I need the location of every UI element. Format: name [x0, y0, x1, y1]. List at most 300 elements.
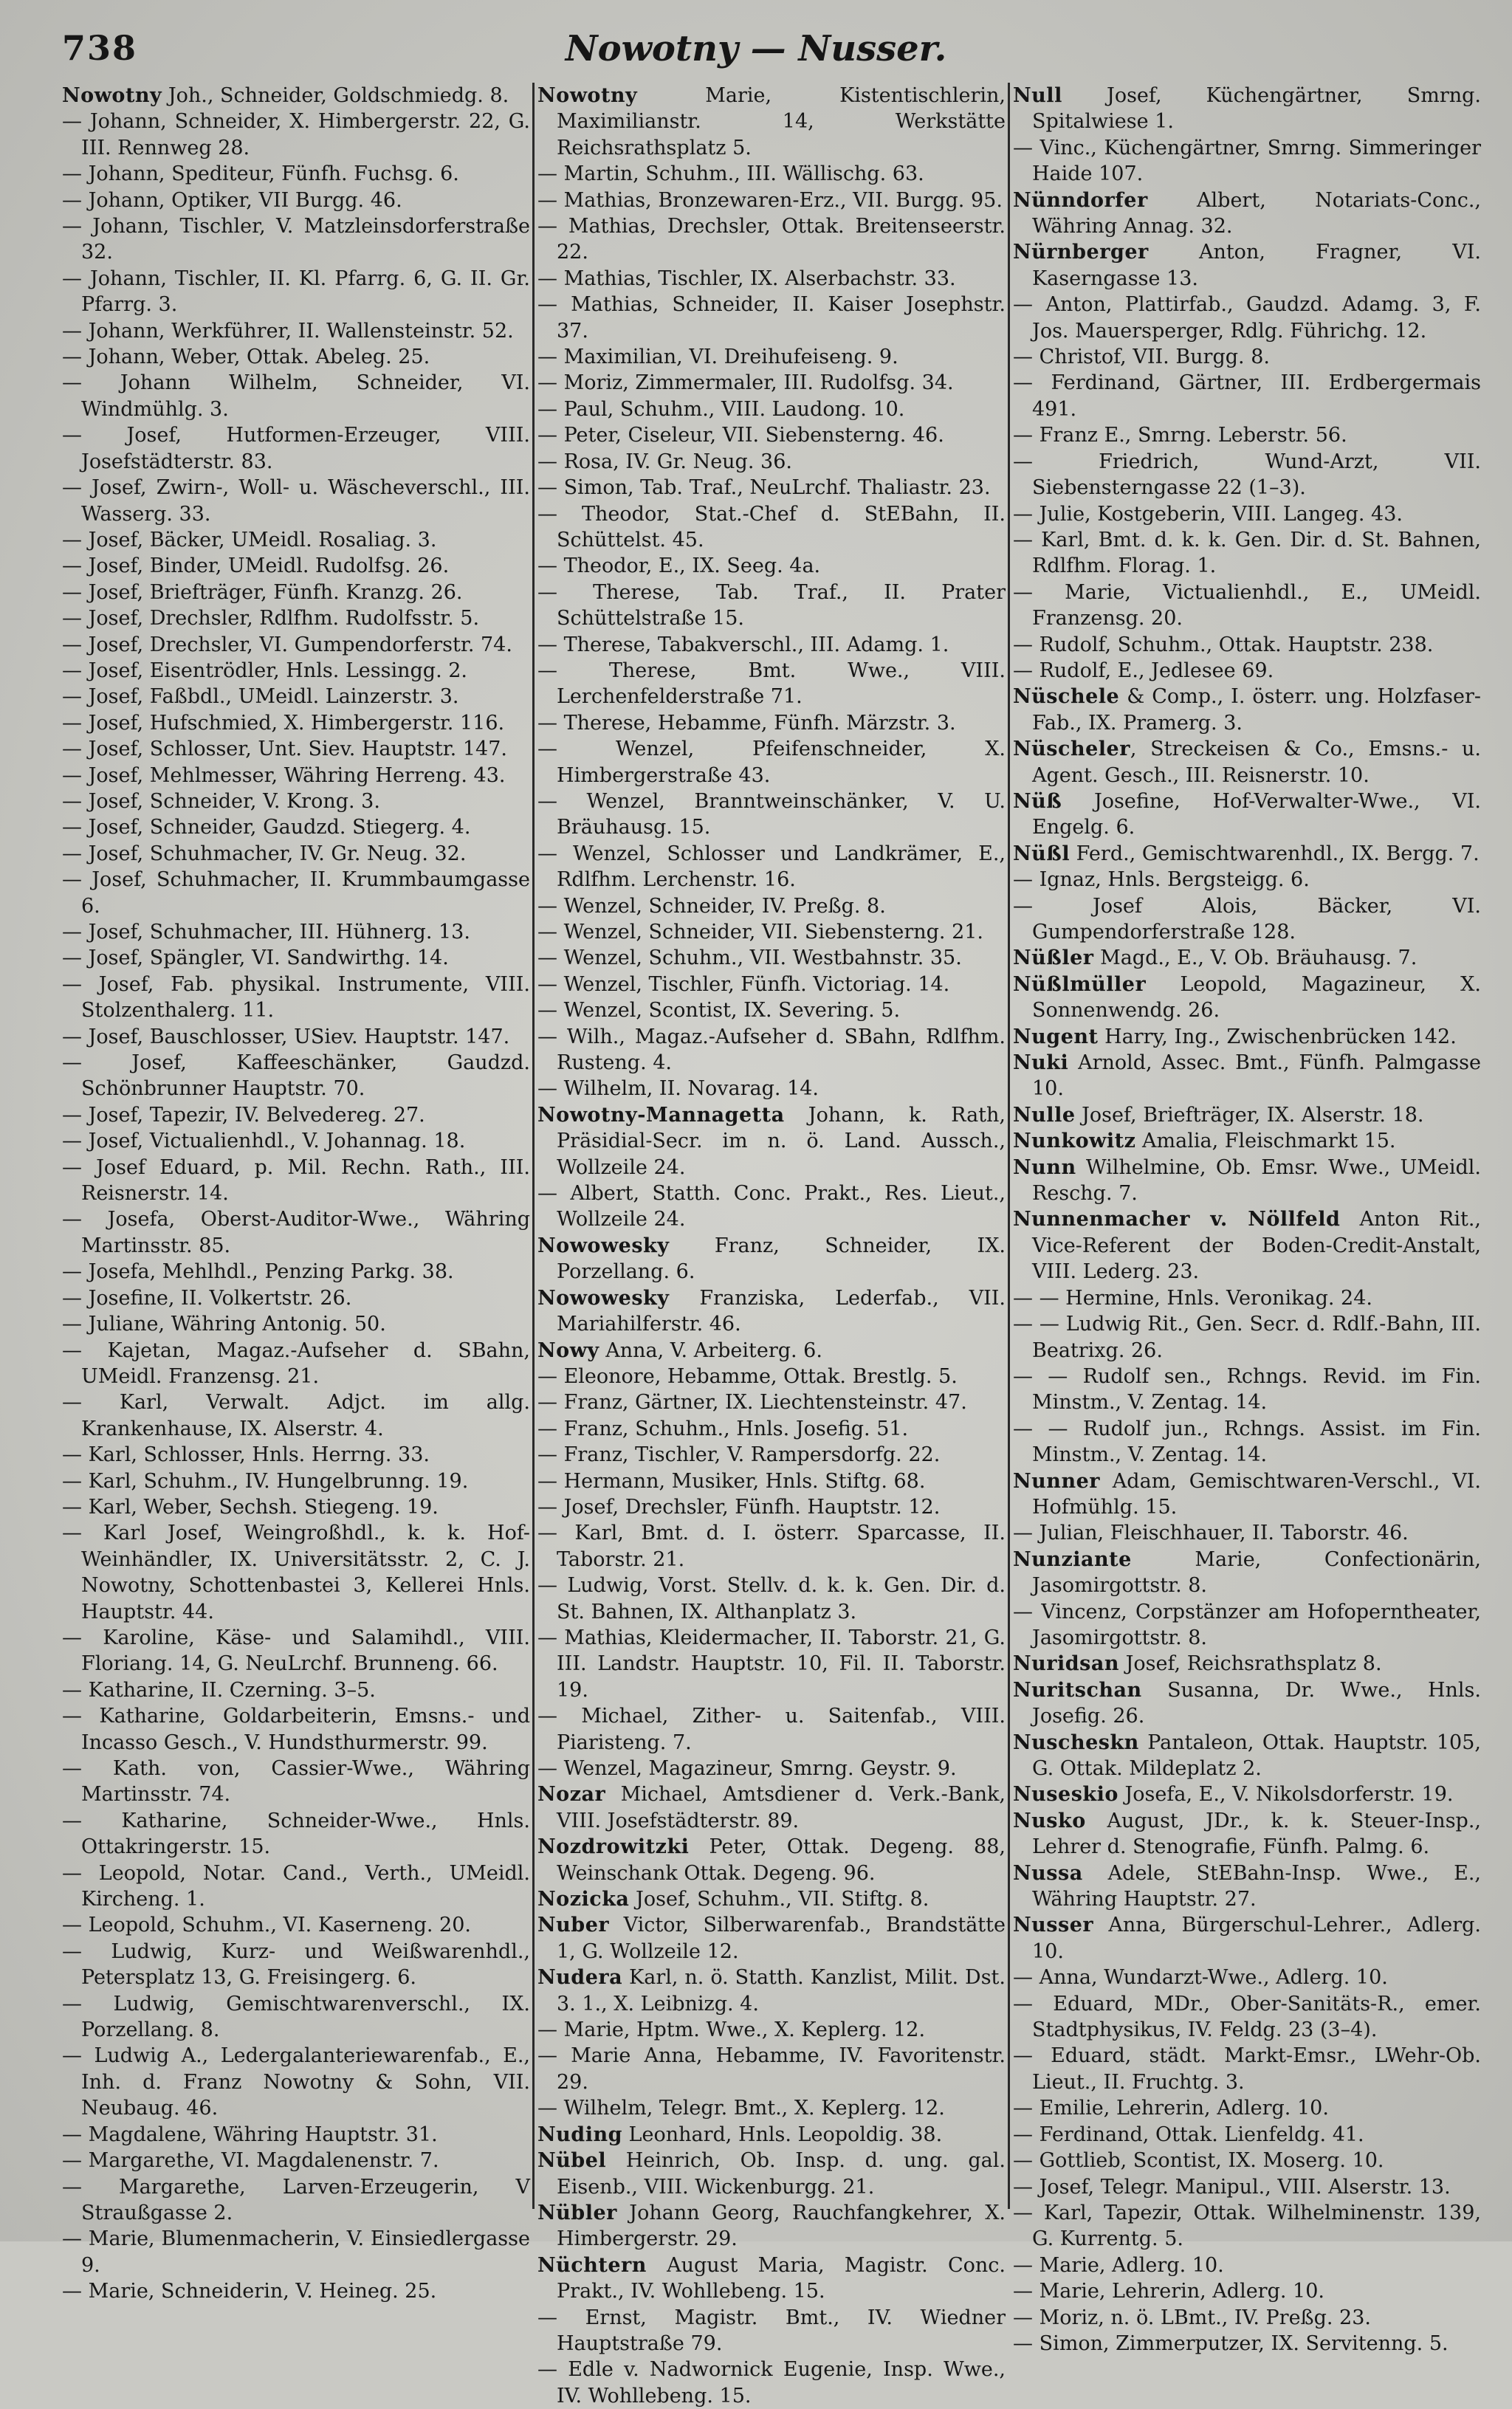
entry-text: — Ferdinand, Ottak. Lienfeldg. 41. [1013, 2123, 1364, 2146]
column-3 [1013, 83, 1481, 2355]
directory-entry [537, 292, 1006, 344]
directory-entry [1013, 370, 1481, 422]
entry-text: Victor, Silberwarenfab., Brandstätte 1, G. Wollzeile 12. [557, 1914, 1006, 1963]
directory-entry [62, 1050, 530, 1102]
entry-text: — Hermann, Musiker, Hnls. Stiftg. 68. [537, 1469, 926, 1493]
entry-text: — Anton, Plattirfab., Gaudzd. Adamg. 3, F. Jos. Mauersperger, Rdlg. Führichg. 12. [1013, 293, 1481, 343]
directory-entry [62, 684, 530, 709]
column-2 [537, 83, 1006, 2408]
entry-text: — Ludwig, Gemischtwarenverschl., IX. Porzellang. 8. [62, 1992, 530, 2042]
directory-entry [62, 1494, 530, 1520]
directory-entry [537, 1442, 1006, 1468]
entry-text: — Mathias, Schneider, II. Kaiser Josephstr. 37. [537, 293, 1006, 343]
entry-text: — Vincenz, Corpstänzer am Hofoperntheater, Jasomirgottstr. 8. [1013, 1600, 1481, 1649]
entry-text: — Katharine, Schneider-Wwe., Hnls. Ottakringerstr. 15. [62, 1809, 530, 1859]
entry-text: — Gottlieb, Scontist, IX. Moserg. 10. [1013, 2149, 1384, 2173]
directory-entry [62, 736, 530, 762]
entry-surname: Nüchtern [537, 2253, 647, 2277]
entry-text: — Karl Josef, Weingroßhdl., k. k. Hof-Weinhändler, IX. Universitätsstr. 2, C. J. Nowotny, Schottenbastei 3, Kellerei Hnls. Hauptstr. 44. [62, 1522, 530, 1623]
directory-entry [1013, 1102, 1481, 1128]
entry-text: — Karoline, Käse- und Salamihdl., VIII. Floriang. 14, G. NeuLrchf. Brunneng. 66. [62, 1626, 530, 1676]
entry-text: — Josef, Kaffeeschänker, Gaudzd. Schönbrunner Hauptstr. 70. [62, 1051, 530, 1101]
directory-entry [537, 788, 1006, 841]
entry-text: — Josef, Zwirn-, Woll- u. Wäscheverschl., III. Wasserg. 33. [62, 476, 530, 526]
entry-text: — Josef, Faßbdl., UMeidl. Lainzerstr. 3. [62, 685, 459, 709]
directory-entry [537, 893, 1006, 919]
entry-text: — Josef, Eisentrödler, Hnls. Lessingg. 2. [62, 659, 468, 682]
directory-entry [537, 2305, 1006, 2357]
entry-surname: Nuding [537, 2123, 622, 2146]
entry-surname: Nugent [1013, 1025, 1099, 1048]
entry-text: — Ludwig, Kurz- und Weißwarenhdl., Petersplatz 13, G. Freisingerg. 6. [62, 1939, 530, 1990]
entry-text: — Johann Wilhelm, Schneider, VI. Windmühlg. 3. [62, 371, 530, 421]
entry-text: — Mathias, Drechsler, Ottak. Breitenseerstr. 22. [537, 215, 1006, 264]
directory-entry [1013, 1808, 1481, 1860]
entry-text: — Wenzel, Magazineur, Smrng. Geystr. 9. [537, 1757, 957, 1780]
directory-entry [537, 1024, 1006, 1076]
entry-text: — Therese, Tab. Traf., II. Prater Schüttelstraße 15. [537, 580, 1006, 630]
directory-entry [62, 1206, 530, 1259]
entry-text: — Vinc., Küchengärtner, Smrng. Simmeringer Haide 107. [1013, 136, 1481, 186]
entry-text: — Paul, Schuhm., VIII. Laudong. 10. [537, 397, 905, 421]
entry-text: — Karl, Schuhm., IV. Hungelbrunng. 19. [62, 1469, 469, 1493]
directory-entry [62, 2226, 530, 2278]
directory-entry [537, 1573, 1006, 1625]
entry-text: — Theodor, E., IX. Seeg. 4a. [537, 554, 821, 578]
directory-entry [537, 1102, 1006, 1181]
entry-surname: Nuridsan [1013, 1652, 1119, 1676]
directory-entry [1013, 292, 1481, 344]
directory-entry [1013, 239, 1481, 292]
directory-entry [537, 161, 1006, 187]
directory-entry [62, 1860, 530, 1913]
entry-text: — Moriz, n. ö. LBmt., IV. Preßg. 23. [1013, 2306, 1371, 2329]
entry-text: — Maximilian, VI. Dreihufeiseng. 9. [537, 346, 898, 369]
directory-entry [537, 1703, 1006, 1756]
entry-surname: Nübel [537, 2149, 607, 2173]
entry-text: — Wilhelm, Telegr. Bmt., X. Keplerg. 12. [537, 2097, 945, 2120]
entry-text: Arnold, Assec. Bmt., Fünfh. Palmgasse 10. [1032, 1051, 1481, 1101]
directory-entry [1013, 1860, 1481, 1913]
entry-text: Wilhelmine, Ob. Emsr. Wwe., UMeidl. Reschg. 7. [1032, 1155, 1481, 1206]
directory-entry [62, 1155, 530, 1207]
entry-text: — — Rudolf sen., Rchngs. Revid. im Fin. Minstm., V. Zentag. 14. [1013, 1364, 1481, 1415]
entry-text: — Josefa, Mehlhdl., Penzing Parkg. 38. [62, 1260, 454, 1284]
entry-surname: Nüßlmüller [1013, 972, 1147, 996]
entry-surname: Nüßl [1013, 842, 1071, 865]
directory-entry [537, 449, 1006, 475]
entry-text: — Rudolf, E., Jedlesee 69. [1013, 659, 1274, 682]
entry-text: — Wilh., Magaz.-Aufseher d. SBahn, Rdlfhm. Rusteng. 4. [537, 1025, 1006, 1075]
entry-surname: Nünndorfer [1013, 188, 1148, 212]
entry-surname: Null [1013, 84, 1062, 107]
directory-entry [1013, 684, 1481, 736]
directory-entry [537, 919, 1006, 945]
entry-text: — Ludwig, Vorst. Stellv. d. k. k. Gen. Dir. d. St. Bahnen, IX. Althanplatz 3. [537, 1574, 1006, 1623]
entry-text: Anton Rit., Vice-Referent der Boden-Credit-Anstalt, VIII. Lederg. 23. [1032, 1208, 1481, 1284]
entry-text: Josef, Schuhm., VII. Stiftg. 8. [629, 1888, 929, 1911]
entry-text: — Wenzel, Schneider, VII. Siebensterng. 21. [537, 921, 984, 944]
directory-entry [62, 1442, 530, 1468]
page-number: 738 [62, 28, 138, 68]
entry-surname: Nussa [1013, 1861, 1083, 1885]
directory-entry [537, 1965, 1006, 2017]
directory-entry [62, 2043, 530, 2121]
entry-text: Peter, Ottak. Degeng. 88, Weinschank Ottak. Degeng. 96. [557, 1835, 1006, 1885]
entry-text: — Josef, Fab. physikal. Instrumente, VIII. Stolzenthalerg. 11. [62, 972, 530, 1023]
entry-text: — Johann, Spediteur, Fünfh. Fuchsg. 6. [62, 162, 459, 186]
directory-entry [537, 1781, 1006, 1834]
entry-text: — Josef, Bäcker, UMeidl. Rosaliag. 3. [62, 528, 437, 551]
entry-text: — Marie, Lehrerin, Adlerg. 10. [1013, 2280, 1324, 2303]
directory-entry [62, 605, 530, 631]
entry-text: — Josef, Schneider, Gaudzd. Stiegerg. 4. [62, 816, 471, 839]
directory-entry [537, 632, 1006, 658]
directory-entry [62, 580, 530, 605]
directory-entry [62, 475, 530, 527]
directory-entry [1013, 1206, 1481, 1285]
entry-surname: Nüß [1013, 789, 1062, 813]
directory-entry [62, 919, 530, 945]
directory-entry [537, 1756, 1006, 1781]
entry-text: — Josef, Schneider, V. Krong. 3. [62, 789, 380, 813]
entry-text: — Wilhelm, II. Novarag. 14. [537, 1077, 819, 1101]
entry-text: — Leopold, Schuhm., VI. Kaserneng. 20. [62, 1914, 471, 1937]
directory-entry [62, 553, 530, 579]
entry-text: Albert, Notariats-Conc., Währing Annag. 32. [1032, 188, 1481, 238]
directory-entry [537, 1389, 1006, 1415]
directory-entry [537, 658, 1006, 710]
directory-entry [537, 1494, 1006, 1520]
directory-entry [1013, 344, 1481, 370]
entry-text: Joh., Schneider, Goldschmiedg. 8. [162, 84, 509, 107]
entry-text: — Josef, Tapezir, IV. Belvedereg. 27. [62, 1103, 425, 1127]
entry-text: Josef, Reichsrathsplatz 8. [1119, 1652, 1382, 1676]
directory-entry [1013, 1599, 1481, 1652]
directory-entry [537, 736, 1006, 788]
entry-text: — Johann, Tischler, II. Kl. Pfarrg. 6, G. II. Gr. Pfarrg. 3. [62, 267, 530, 317]
entry-text: — Marie, Victualienhdl., E., UMeidl. Franzensg. 20. [1013, 580, 1481, 630]
entry-text: Leopold, Magazineur, X. Sonnenwendg. 26. [1032, 972, 1481, 1023]
directory-entry [62, 1389, 530, 1442]
directory-entry [1013, 2278, 1481, 2304]
entry-text: — Marie, Schneiderin, V. Heineg. 25. [62, 2280, 437, 2303]
entry-surname: Nuki [1013, 1051, 1069, 1075]
entry-text: — Eduard, MDr., Ober-Sanitäts-R., emer. Stadtphysikus, IV. Feldg. 23 (3–4). [1013, 1992, 1481, 2042]
entry-text: — Emilie, Lehrerin, Adlerg. 10. [1013, 2097, 1329, 2120]
entry-text: Pantaleon, Ottak. Hauptstr. 105, G. Ottak. Mildeplatz 2. [1032, 1731, 1481, 1780]
directory-entry [62, 1102, 530, 1128]
entry-surname: Nüßler [1013, 946, 1094, 970]
entry-text: Adele, StEBahn-Insp. Wwe., E., Währing Hauptstr. 27. [1032, 1861, 1481, 1911]
entry-text: — Johann, Schneider, X. Himbergerstr. 22, G. III. Rennweg 28. [62, 110, 530, 159]
directory-entry [62, 2174, 530, 2227]
directory-entry [537, 344, 1006, 370]
directory-entry [1013, 501, 1481, 527]
entry-text: — Josefa, Oberst-Auditor-Wwe., Währing Martinsstr. 85. [62, 1208, 530, 1257]
page-header [0, 25, 1512, 84]
directory-entry [537, 370, 1006, 396]
directory-entry [537, 2200, 1006, 2252]
entry-text: — Simon, Zimmerputzer, IX. Servitenng. 5. [1013, 2331, 1449, 2355]
directory-entry [62, 1468, 530, 1494]
entry-surname: Nowotny [537, 84, 638, 107]
entry-text: — Kath. von, Cassier-Wwe., Währing Martinsstr. 74. [62, 1757, 530, 1807]
entry-text: Karl, n. ö. Statth. Kanzlist, Milit. Dst. 3. 1., X. Leibnizg. 4. [557, 1966, 1006, 2015]
entry-text: — Karl, Weber, Sechsh. Stiegeng. 19. [62, 1495, 439, 1519]
directory-columns [62, 83, 1488, 2408]
entry-text: — Leopold, Notar. Cand., Verth., UMeidl. Kircheng. 1. [62, 1861, 530, 1911]
directory-entry [62, 763, 530, 788]
directory-entry [1013, 2305, 1481, 2331]
entry-text: — Josef, Schuhmacher, IV. Gr. Neug. 32. [62, 842, 467, 865]
entry-text: — Mathias, Tischler, IX. Alserbachstr. 33. [537, 267, 956, 290]
entry-text: — Christof, VII. Burgg. 8. [1013, 346, 1270, 369]
entry-text: — Josef, Schuhmacher, III. Hühnerg. 13. [62, 921, 470, 944]
entry-text: Michael, Amtsdiener d. Verk.-Bank, VIII. Josefstädterstr. 89. [557, 1783, 1006, 1832]
directory-entry [1013, 422, 1481, 448]
directory-entry [537, 945, 1006, 971]
entry-text: Anna, Bürgerschul-Lehrer., Adlerg. 10. [1032, 1914, 1481, 1963]
entry-text: — Juliane, Währing Antonig. 50. [62, 1313, 386, 1336]
entry-surname: Nürnberger [1013, 241, 1149, 264]
entry-text: Adam, Gemischtwaren-Verschl., VI. Hofmühlg. 15. [1032, 1469, 1481, 1519]
entry-text: — Marie, Hptm. Wwe., X. Keplerg. 12. [537, 2018, 926, 2042]
directory-entry [1013, 580, 1481, 632]
directory-entry [1013, 2200, 1481, 2252]
entry-text: — Katharine, II. Czerning. 3–5. [62, 1678, 376, 1702]
directory-entry [62, 1520, 530, 1625]
entry-text: — Wenzel, Tischler, Fünfh. Victoriag. 14. [537, 972, 950, 996]
directory-entry [1013, 1416, 1481, 1468]
entry-text: — Josefine, II. Volkertstr. 26. [62, 1286, 352, 1310]
directory-entry [62, 972, 530, 1024]
entry-surname: Nübler [537, 2201, 617, 2224]
directory-entry [537, 1233, 1006, 1285]
directory-entry [62, 422, 530, 475]
entry-surname: Nuber [537, 1914, 610, 1937]
entry-text: — Simon, Tab. Traf., NeuLrchf. Thaliastr. 23. [537, 476, 991, 500]
entry-text: — Therese, Tabakverschl., III. Adamg. 1. [537, 633, 949, 656]
entry-text: — — Hermine, Hnls. Veronikag. 24. [1013, 1286, 1372, 1310]
entry-text: — Wenzel, Schneider, IV. Preßg. 8. [537, 894, 886, 918]
directory-entry [62, 867, 530, 919]
directory-entry [537, 1468, 1006, 1494]
directory-entry [1013, 2252, 1481, 2278]
entry-text: Josefine, Hof-Verwalter-Wwe., VI. Engelg. 6. [1032, 789, 1481, 839]
entry-text: — Margarethe, Larven-Erzeugerin, V Straußgasse 2. [62, 2175, 530, 2224]
directory-entry [537, 2017, 1006, 2043]
directory-entry [537, 188, 1006, 213]
column-divider [532, 83, 535, 2209]
directory-entry [62, 1128, 530, 1154]
entry-text: — Rudolf, Schuhm., Ottak. Hauptstr. 238. [1013, 633, 1434, 656]
directory-entry [1013, 658, 1481, 684]
directory-entry [537, 1285, 1006, 1338]
directory-entry [537, 266, 1006, 292]
directory-entry [1013, 841, 1481, 867]
directory-entry [537, 1416, 1006, 1442]
entry-text: — Martin, Schuhm., III. Wällischg. 63. [537, 162, 924, 186]
entry-text: — Albert, Statth. Conc. Prakt., Res. Lieut., Wollzeile 24. [537, 1182, 1006, 1231]
entry-surname: Nowowesky [537, 1286, 670, 1310]
entry-text: — Franz E., Smrng. Leberstr. 56. [1013, 424, 1347, 447]
directory-entry [1013, 1677, 1481, 1730]
directory-entry [537, 997, 1006, 1023]
entry-text: — Margarethe, VI. Magdalenenstr. 7. [62, 2149, 439, 2173]
directory-entry [1013, 867, 1481, 893]
directory-entry [1013, 1965, 1481, 1990]
entry-text: — Wenzel, Schlosser und Landkrämer, E., Rdlfhm. Lerchenstr. 16. [537, 842, 1006, 892]
directory-entry [62, 1912, 530, 1938]
directory-entry [62, 1756, 530, 1808]
entry-text: — Mathias, Bronzewaren-Erz., VII. Burgg. 95. [537, 188, 1003, 212]
entry-text: Magd., E., V. Ob. Bräuhausg. 7. [1093, 946, 1418, 970]
entry-text: — Josef, Briefträger, Fünfh. Kranzg. 26. [62, 580, 463, 604]
directory-entry [62, 632, 530, 658]
directory-entry [62, 188, 530, 213]
directory-entry [1013, 1651, 1481, 1677]
directory-entry [537, 1364, 1006, 1389]
entry-text: — Josef Alois, Bäcker, VI. Gumpendorferstraße 128. [1013, 894, 1481, 944]
entry-text: & Comp., I. österr. ung. Holzfaser-Fab., IX. Pramerg. 3. [1032, 685, 1481, 735]
directory-entry [1013, 1364, 1481, 1416]
entry-text: — Josef, Drechsler, Fünfh. Hauptstr. 12. [537, 1495, 941, 1519]
entry-text: — Karl, Bmt. d. k. k. Gen. Dir. d. St. Bahnen, Rdlfhm. Florag. 1. [1013, 528, 1481, 578]
directory-entry [1013, 1311, 1481, 1364]
directory-entry [1013, 527, 1481, 580]
entry-text: — Josef, Binder, UMeidl. Rudolfsg. 26. [62, 554, 450, 578]
entry-surname: Nusko [1013, 1809, 1086, 1832]
entry-surname: Nozdrowitzki [537, 1835, 690, 1859]
directory-entry [62, 1024, 530, 1050]
entry-text: — Therese, Hebamme, Fünfh. Märzstr. 3. [537, 711, 956, 735]
entry-text: — Wenzel, Pfeifenschneider, X. Himbergerstraße 43. [537, 738, 1006, 787]
entry-text: — Marie Anna, Hebamme, IV. Favoritenstr. 29. [537, 2044, 1006, 2094]
entry-surname: Nowy [537, 1338, 599, 1362]
directory-entry [62, 83, 530, 109]
entry-text: — Eleonore, Hebamme, Ottak. Brestlg. 5. [537, 1364, 958, 1388]
entry-surname: Nowotny [62, 84, 162, 107]
entry-text: — Josef Eduard, p. Mil. Rechn. Rath., III. Reisnerstr. 14. [62, 1155, 530, 1206]
entry-text: — Karl, Bmt. d. I. österr. Sparcasse, II. Taborstr. 21. [537, 1522, 1006, 1571]
directory-entry [1013, 135, 1481, 188]
entry-text: Franziska, Lederfab., VII. Mariahilferstr. 46. [557, 1286, 1006, 1336]
entry-text: — Karl, Schlosser, Hnls. Herrng. 33. [62, 1443, 430, 1467]
entry-text: — Josef, Victualienhdl., V. Johannag. 18. [62, 1130, 466, 1153]
entry-text: — Karl, Verwalt. Adjct. im allg. Krankenhause, IX. Alserstr. 4. [62, 1391, 530, 1440]
directory-entry [537, 553, 1006, 579]
entry-text: — Julian, Fleischhauer, II. Taborstr. 46. [1013, 1522, 1409, 1545]
directory-entry [1013, 1547, 1481, 1599]
directory-entry [62, 841, 530, 867]
directory-entry [62, 370, 530, 422]
entry-text: — Magdalene, Währing Hauptstr. 31. [62, 2123, 438, 2146]
directory-entry [62, 945, 530, 971]
directory-entry [537, 1520, 1006, 1573]
directory-entry [1013, 736, 1481, 788]
directory-entry [1013, 449, 1481, 501]
entry-text: — Marie, Adlerg. 10. [1013, 2253, 1224, 2277]
directory-entry [1013, 1520, 1481, 1546]
directory-entry [537, 1834, 1006, 1886]
directory-entry [62, 161, 530, 187]
entry-text: Anna, V. Arbeiterg. 6. [599, 1338, 822, 1362]
directory-entry [62, 266, 530, 318]
entry-text: — Ignaz, Hnls. Bergsteigg. 6. [1013, 868, 1310, 892]
entry-surname: Nunkowitz [1013, 1130, 1136, 1153]
entry-surname: Nudera [537, 1966, 623, 1990]
directory-entry [537, 1181, 1006, 1233]
entry-text: — Josef, Spängler, VI. Sandwirthg. 14. [62, 946, 449, 970]
entry-text: — Wenzel, Schuhm., VII. Westbahnstr. 35. [537, 946, 962, 970]
entry-text: Leonhard, Hnls. Leopoldig. 38. [622, 2123, 943, 2146]
directory-entry [1013, 1991, 1481, 2044]
directory-entry [62, 1311, 530, 1337]
directory-entry [537, 501, 1006, 554]
entry-text: Anton, Fragner, VI. Kaserngasse 13. [1032, 241, 1481, 290]
directory-entry [62, 710, 530, 736]
entry-surname: Nulle [1013, 1103, 1076, 1127]
entry-text: — Johann, Weber, Ottak. Abeleg. 25. [62, 346, 430, 369]
entry-text: — Johann, Tischler, V. Matzleinsdorferstraße 32. [62, 215, 530, 264]
entry-text: — Marie, Blumenmacherin, V. Einsiedlergasse 9. [62, 2227, 530, 2277]
entry-text: — Josef, Schlosser, Unt. Siev. Hauptstr. 147. [62, 738, 507, 761]
directory-entry [62, 814, 530, 840]
directory-entry [537, 1625, 1006, 1703]
directory-entry [62, 1991, 530, 2044]
entry-surname: Nunn [1013, 1155, 1076, 1179]
entry-text: — Peter, Ciseleur, VII. Siebensterng. 46. [537, 424, 944, 447]
directory-entry [62, 1285, 530, 1311]
entry-text: Harry, Ing., Zwischenbrücken 142. [1098, 1025, 1457, 1048]
column-1 [62, 83, 530, 2303]
directory-entry [1013, 1781, 1481, 1807]
entry-text: Johann, k. Rath, Präsidial-Secr. im n. ö. Land. Aussch., Wollzeile 24. [557, 1103, 1006, 1179]
directory-entry [62, 213, 530, 266]
directory-entry [1013, 2174, 1481, 2200]
directory-entry [62, 344, 530, 370]
entry-surname: Nunner [1013, 1469, 1100, 1493]
directory-entry [537, 972, 1006, 997]
entry-text: — Josef, Drechsler, VI. Gumpendorferstr. 74. [62, 633, 512, 656]
entry-text: — Julie, Kostgeberin, VIII. Langeg. 43. [1013, 502, 1403, 526]
entry-text: — Karl, Tapezir, Ottak. Wilhelminenstr. 139, G. Kurrentg. 5. [1013, 2201, 1481, 2251]
entry-text: — Franz, Gärtner, IX. Liechtensteinstr. 47. [537, 1391, 967, 1415]
entry-surname: Nüscheler [1013, 738, 1130, 761]
directory-entry [1013, 972, 1481, 1024]
directory-entry [62, 1677, 530, 1703]
entry-text: — Josef, Hutformen-Erzeuger, VIII. Josefstädterstr. 83. [62, 424, 530, 473]
entry-text: August, JDr., k. k. Steuer-Insp., Lehrer d. Stenografie, Fünfh. Palmg. 6. [1032, 1809, 1481, 1859]
entry-text: — Ferdinand, Gärtner, III. Erdbergermais 491. [1013, 371, 1481, 421]
entry-surname: Nozar [537, 1783, 606, 1807]
entry-text: Marie, Kistentischlerin, Maximilianstr. 14, Werkstätte Reichsrathsplatz 5. [557, 84, 1006, 159]
entry-text: — Josef, Drechsler, Rdlfhm. Rudolfsstr. 5. [62, 607, 480, 630]
directory-entry [1013, 788, 1481, 841]
entry-text: — Ludwig A., Ledergalanteriewarenfab., E., Inh. d. Franz Nowotny & Sohn, VII. Neubaug. 46. [62, 2044, 530, 2120]
directory-entry [1013, 2122, 1481, 2148]
directory-entry [537, 841, 1006, 893]
entry-text: — Edle v. Nadwornick Eugenie, Insp. Wwe., IV. Wohllebeng. 15. [537, 2358, 1006, 2408]
directory-entry [537, 83, 1006, 161]
directory-entry [1013, 2331, 1481, 2357]
entry-surname: Nüschele [1013, 685, 1120, 709]
entry-surname: Nunziante [1013, 1547, 1132, 1571]
entry-text: — Wenzel, Branntweinschänker, V. U. Bräuhausg. 15. [537, 789, 1006, 839]
directory-entry [537, 1886, 1006, 1912]
directory-entry [62, 1808, 530, 1860]
